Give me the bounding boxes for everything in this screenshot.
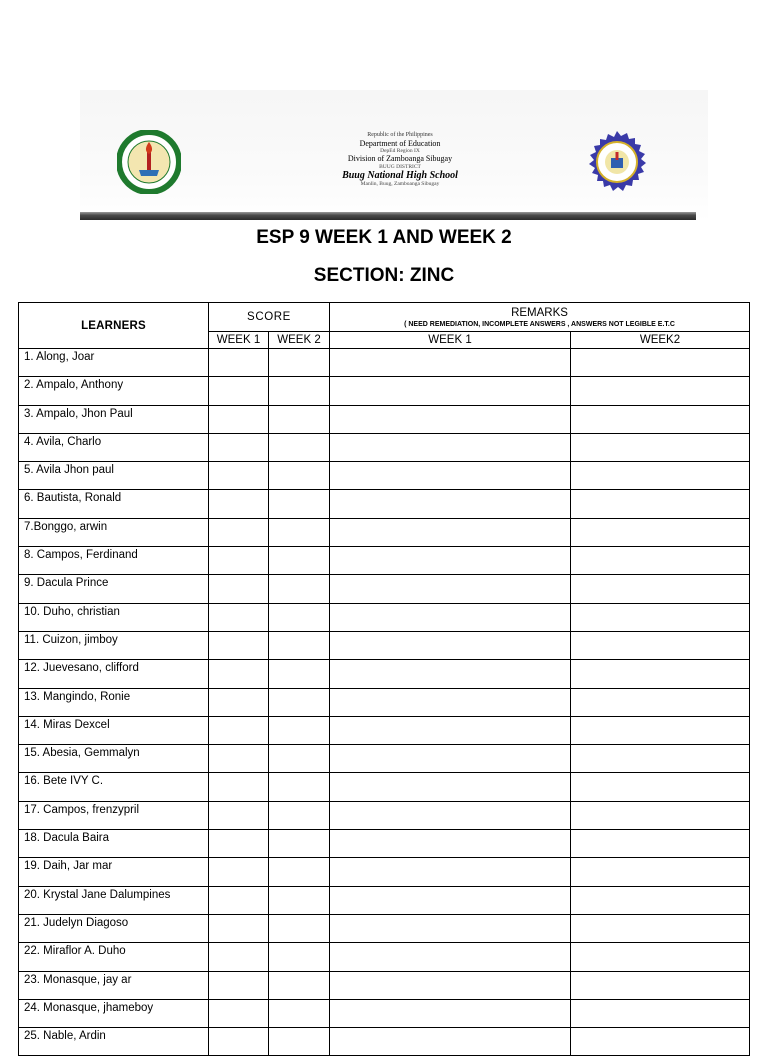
score-week1-cell: [209, 943, 269, 971]
remarks-week2-cell: [571, 716, 750, 744]
learner-name: 3. Ampalo, Jhon Paul: [19, 405, 209, 433]
score-week1-cell: [209, 462, 269, 490]
score-week2-cell: [269, 603, 330, 631]
remarks-week1-cell: [330, 773, 571, 801]
learner-name: 17. Campos, frenzypril: [19, 801, 209, 829]
score-week2-cell: [269, 631, 330, 659]
score-week1-cell: [209, 716, 269, 744]
deped-seal-icon: [117, 130, 181, 194]
score-week2-cell: [269, 349, 330, 377]
score-week2-cell: [269, 914, 330, 942]
table-row: [19, 858, 750, 886]
score-week1-cell: [209, 490, 269, 518]
letterhead-region: DepEd Region IX: [380, 148, 420, 155]
score-week1-cell: [209, 405, 269, 433]
learner-name: 11. Cuizon, jimboy: [19, 631, 209, 659]
table-row: [19, 999, 750, 1027]
table-row: [19, 603, 750, 631]
score-week2-cell: [269, 801, 330, 829]
learners-table: [18, 302, 750, 1056]
score-week1-cell: [209, 801, 269, 829]
remarks-week1-cell: [330, 660, 571, 688]
learner-name: 22. Miraflor A. Duho: [19, 943, 209, 971]
remarks-week1-cell: [330, 971, 571, 999]
learner-name: 5. Avila Jhon paul: [19, 462, 209, 490]
learner-name: 2. Ampalo, Anthony: [19, 377, 209, 405]
remarks-week2-cell: [571, 858, 750, 886]
table-row: [19, 830, 750, 858]
learner-name: 14. Miras Dexcel: [19, 716, 209, 744]
learner-name: 15. Abesia, Gemmalyn: [19, 745, 209, 773]
remarks-week1-cell: [330, 518, 571, 546]
learners-header: LEARNERS: [19, 303, 209, 349]
remarks-week1-cell: [330, 716, 571, 744]
table-row: [19, 688, 750, 716]
remarks-week1-cell: [330, 433, 571, 461]
score-week2-cell: [269, 462, 330, 490]
remarks-week1-cell: [330, 1028, 571, 1056]
learner-name: 1. Along, Joar: [19, 349, 209, 377]
score-week1-cell: [209, 1028, 269, 1056]
learner-name: 21. Judelyn Diagoso: [19, 914, 209, 942]
remarks-week2-cell: [571, 433, 750, 461]
remarks-header: [330, 303, 750, 332]
remarks-week2-cell: [571, 773, 750, 801]
remarks-week2-cell: [571, 490, 750, 518]
score-week2-cell: [269, 999, 330, 1027]
table-row: [19, 660, 750, 688]
score-week2-header: WEEK 2: [269, 332, 330, 349]
remarks-week2-cell: [571, 971, 750, 999]
letterhead-republic: Republic of the Philippines: [367, 132, 433, 138]
score-week2-cell: [269, 1028, 330, 1056]
document-title: ESP 9 WEEK 1 AND WEEK 2: [256, 227, 512, 248]
table-row: [19, 490, 750, 518]
score-week2-cell: [269, 688, 330, 716]
header-row: [19, 303, 750, 332]
learner-name: 20. Krystal Jane Dalumpines: [19, 886, 209, 914]
remarks-week2-cell: [571, 660, 750, 688]
learner-name: 13. Mangindo, Ronie: [19, 688, 209, 716]
remarks-week1-cell: [330, 349, 571, 377]
table-row: [19, 462, 750, 490]
learner-name: 19. Daih, Jar mar: [19, 858, 209, 886]
remarks-week2-cell: [571, 575, 750, 603]
score-week1-cell: [209, 858, 269, 886]
table-row: [19, 745, 750, 773]
table-row: [19, 575, 750, 603]
remarks-week1-cell: [330, 631, 571, 659]
remarks-week2-cell: [571, 999, 750, 1027]
letterhead-department: Department of Education: [359, 138, 441, 148]
remarks-week1-cell: [330, 405, 571, 433]
remarks-week2-cell: [571, 377, 750, 405]
learner-name: 8. Campos, Ferdinand: [19, 547, 209, 575]
score-week2-cell: [269, 660, 330, 688]
table-row: [19, 547, 750, 575]
table-row: [19, 433, 750, 461]
remarks-week2-cell: [571, 745, 750, 773]
remarks-week2-cell: [571, 405, 750, 433]
letterhead-divider: [80, 212, 696, 220]
remarks-week1-cell: [330, 462, 571, 490]
table-row: [19, 518, 750, 546]
score-week2-cell: [269, 773, 330, 801]
score-week2-cell: [269, 745, 330, 773]
score-week1-cell: [209, 603, 269, 631]
learner-name: 25. Nable, Ardin: [19, 1028, 209, 1056]
remarks-week1-cell: [330, 999, 571, 1027]
table-row: [19, 1028, 750, 1056]
table-row: [19, 631, 750, 659]
learner-name: 18. Dacula Baira: [19, 830, 209, 858]
learner-name: 16. Bete IVY C.: [19, 773, 209, 801]
remarks-week2-cell: [571, 688, 750, 716]
score-week2-cell: [269, 377, 330, 405]
remarks-week2-cell: [571, 801, 750, 829]
score-week1-cell: [209, 518, 269, 546]
score-week1-header: WEEK 1: [209, 332, 269, 349]
remarks-week2-cell: [571, 547, 750, 575]
remarks-week1-cell: [330, 830, 571, 858]
learner-name: 12. Juevesano, clifford: [19, 660, 209, 688]
remarks-week2-cell: [571, 603, 750, 631]
score-week1-cell: [209, 745, 269, 773]
score-week2-cell: [269, 830, 330, 858]
score-week1-cell: [209, 377, 269, 405]
score-week2-cell: [269, 886, 330, 914]
score-week1-cell: [209, 660, 269, 688]
learner-rows: [19, 349, 750, 1056]
remarks-week2-header: WEEK2: [571, 332, 750, 349]
remarks-week1-cell: [330, 547, 571, 575]
remarks-week1-cell: [330, 858, 571, 886]
table-row: [19, 716, 750, 744]
score-week1-cell: [209, 830, 269, 858]
score-week2-cell: [269, 971, 330, 999]
remarks-week2-cell: [571, 1028, 750, 1056]
learner-name: 24. Monasque, jhameboy: [19, 999, 209, 1027]
table-row: [19, 801, 750, 829]
score-week2-cell: [269, 490, 330, 518]
score-header: SCORE: [209, 303, 330, 332]
table-row: [19, 914, 750, 942]
score-week2-cell: [269, 716, 330, 744]
remarks-week2-cell: [571, 914, 750, 942]
remarks-week1-cell: [330, 377, 571, 405]
learner-name: 10. Duho, christian: [19, 603, 209, 631]
remarks-week2-cell: [571, 462, 750, 490]
score-week1-cell: [209, 349, 269, 377]
remarks-week2-cell: [571, 943, 750, 971]
table-row: [19, 971, 750, 999]
letterhead-address: Manlin, Buug, Zamboanga Sibugay: [360, 181, 440, 188]
remarks-week1-header: WEEK 1: [330, 332, 571, 349]
learner-name: 6. Bautista, Ronald: [19, 490, 209, 518]
score-week2-cell: [269, 943, 330, 971]
score-week1-cell: [209, 971, 269, 999]
table-row: [19, 943, 750, 971]
remarks-week1-cell: [330, 886, 571, 914]
remarks-week2-cell: [571, 830, 750, 858]
score-week2-cell: [269, 405, 330, 433]
score-week2-cell: [269, 433, 330, 461]
remarks-header-note: ( NEED REMEDIATION, INCOMPLETE ANSWERS , ANSWERS NOT LEGIBLE E.T.C: [404, 320, 675, 328]
remarks-week1-cell: [330, 745, 571, 773]
learner-name: 9. Dacula Prince: [19, 575, 209, 603]
remarks-week2-cell: [571, 518, 750, 546]
remarks-week2-cell: [571, 886, 750, 914]
letterhead-district: BUUG DISTRICT: [379, 163, 421, 170]
section-title: SECTION: ZINC: [313, 265, 455, 286]
remarks-week1-cell: [330, 575, 571, 603]
score-week1-cell: [209, 688, 269, 716]
remarks-week1-cell: [330, 603, 571, 631]
letterhead-division: Division of Zamboanga Sibugay: [347, 154, 453, 164]
score-week1-cell: [209, 575, 269, 603]
table-row: [19, 377, 750, 405]
remarks-week1-cell: [330, 490, 571, 518]
remarks-week1-cell: [330, 943, 571, 971]
remarks-week2-cell: [571, 349, 750, 377]
score-week1-cell: [209, 433, 269, 461]
score-week2-cell: [269, 547, 330, 575]
score-week1-cell: [209, 914, 269, 942]
table-row: [19, 773, 750, 801]
learner-name: 7.Bonggo, arwin: [19, 518, 209, 546]
learner-name: 4. Avila, Charlo: [19, 433, 209, 461]
remarks-week1-cell: [330, 914, 571, 942]
letterhead-school: Buug National High School: [342, 169, 458, 181]
remarks-week2-cell: [571, 631, 750, 659]
score-week2-cell: [269, 518, 330, 546]
school-seal-icon: [585, 130, 649, 194]
score-week1-cell: [209, 631, 269, 659]
score-week2-cell: [269, 575, 330, 603]
table-row: [19, 349, 750, 377]
letterhead-text: [280, 132, 520, 188]
remarks-week1-cell: [330, 801, 571, 829]
score-week1-cell: [209, 999, 269, 1027]
score-week2-cell: [269, 858, 330, 886]
learner-name: 23. Monasque, jay ar: [19, 971, 209, 999]
letterhead: [80, 90, 708, 222]
score-week1-cell: [209, 886, 269, 914]
score-week1-cell: [209, 547, 269, 575]
table-row: [19, 405, 750, 433]
remarks-header-title: REMARKS: [511, 306, 568, 319]
table-row: [19, 886, 750, 914]
score-week1-cell: [209, 773, 269, 801]
remarks-week1-cell: [330, 688, 571, 716]
